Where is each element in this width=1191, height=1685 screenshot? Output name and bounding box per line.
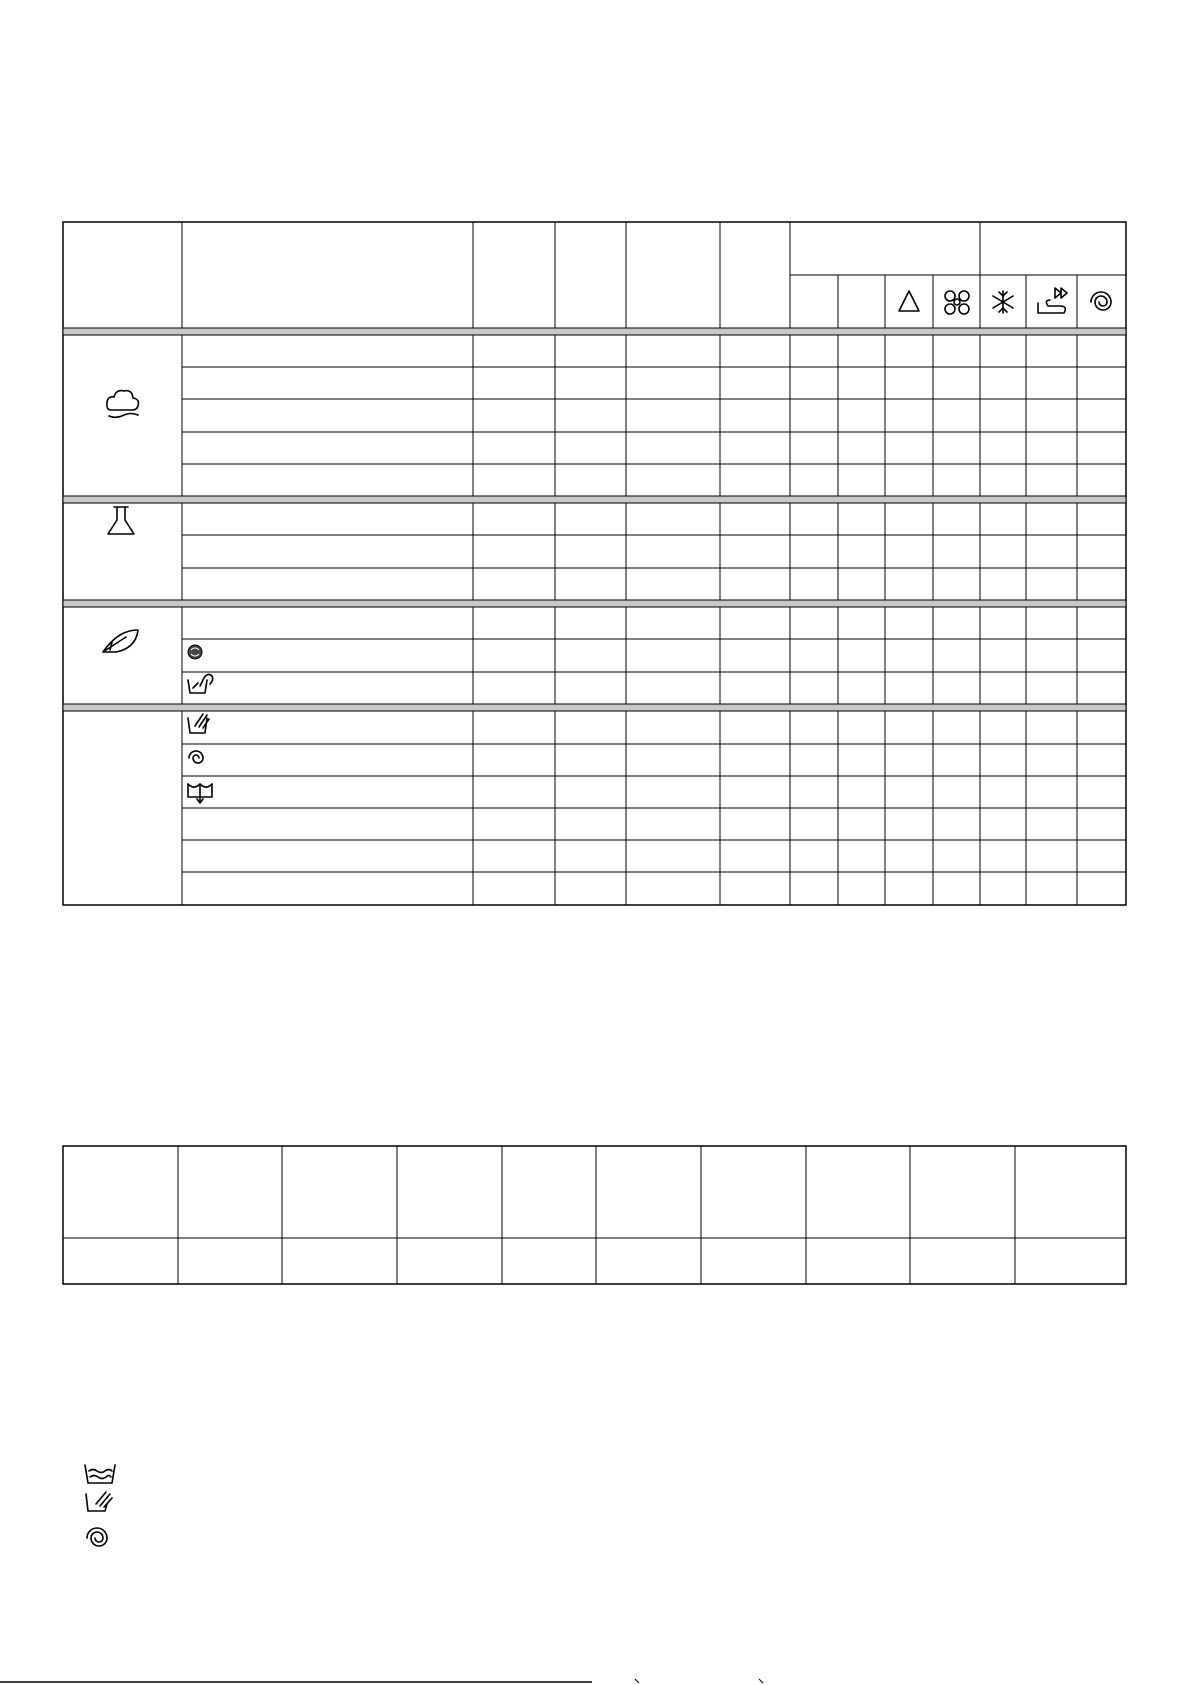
section-separator xyxy=(63,704,1126,711)
flask-icon xyxy=(108,507,134,534)
program-group xyxy=(108,507,1126,568)
program-group xyxy=(103,630,1126,693)
flower-icon xyxy=(945,291,969,314)
footer-mark xyxy=(635,1679,639,1683)
fast-forward-basin-icon xyxy=(1038,288,1067,313)
program-group xyxy=(107,367,1126,464)
rinse-shower-icon xyxy=(86,1492,112,1511)
feather-icon xyxy=(103,630,138,652)
program-table xyxy=(63,222,1126,905)
drain-icon xyxy=(188,784,212,803)
section-separator xyxy=(63,328,1126,335)
spin-icon xyxy=(1091,292,1111,310)
program-group xyxy=(182,714,1126,872)
section-separator xyxy=(63,496,1126,503)
snowflake-icon xyxy=(993,291,1013,313)
main-wash-basin-icon xyxy=(85,1465,115,1483)
spin-icon xyxy=(189,751,203,763)
footer-mark xyxy=(759,1679,763,1683)
cloud-hand-icon xyxy=(107,391,139,418)
triangle-icon xyxy=(899,291,919,311)
section-separator xyxy=(63,600,1126,607)
spin-icon xyxy=(87,1528,107,1546)
program-table-border xyxy=(63,222,1126,905)
wool-ball-icon xyxy=(188,645,202,659)
consumption-table-border xyxy=(63,1146,1126,1284)
program-table-header xyxy=(182,222,1126,905)
hand-wash-icon xyxy=(188,674,213,693)
consumption-table xyxy=(63,1146,1126,1284)
legend xyxy=(85,1465,115,1546)
rinse-icon xyxy=(188,714,209,733)
